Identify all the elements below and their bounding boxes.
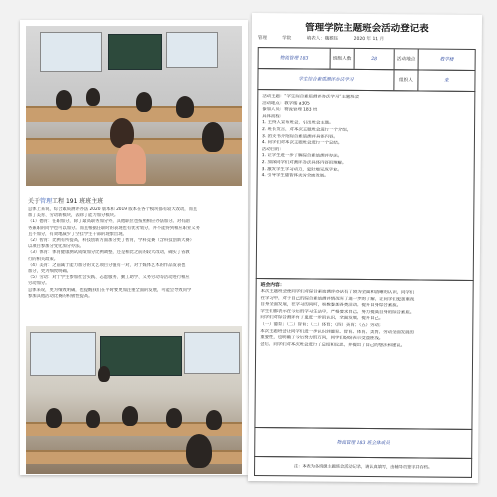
summary-line: （一）德育；（二）智育；（三）体育；（四）美育；（五）劳动； xyxy=(260,322,384,329)
student xyxy=(136,92,152,112)
student xyxy=(86,88,100,106)
meta-date: 2020 年 11 月 xyxy=(353,36,385,43)
article-title-prefix: 关于 xyxy=(28,198,41,205)
article-title-suffix: 工程 191 班班主班 xyxy=(52,198,104,205)
left-collage-card xyxy=(20,20,248,475)
article-line: （3）体育：体育健康测试成绩加分比例调整，还是相比之前的较大改动，确实了省教 xyxy=(28,250,190,256)
plan-line: 3. 激发学生学习动力，更好地完成学业。 xyxy=(261,166,342,173)
projector-screen-left xyxy=(30,332,96,376)
projector-screen-right xyxy=(166,32,218,68)
place-value-cell: 教学楼 xyxy=(439,57,454,63)
form-body-plan xyxy=(256,89,476,281)
summary-line: 会后，同学们对本次班会进行了总结和反思，并提出了自己的想法和建议。 xyxy=(260,341,406,349)
meta-filler: 填表人：魏猴钰 xyxy=(306,36,339,42)
plan-line: 3. 团支书介绍综合素质测评具体内容。 xyxy=(261,133,338,140)
summary-line: 重要性，也明确了今后努力的方向，同学们纷纷表示受益匪浅。 xyxy=(260,335,384,342)
form-header-meta xyxy=(258,35,478,43)
plan-line: 具体流程： xyxy=(262,113,285,120)
article-line: （5）劳动：对于学生参加社会实践、志愿服务、勤工助学、义务劳动等活动进行相应 xyxy=(28,275,190,281)
form-title: 管理学院主题班会活动登记表 xyxy=(305,22,429,35)
article-line: 参加其他活动比赛的积极性提高。 xyxy=(28,293,93,299)
student xyxy=(202,122,224,152)
student xyxy=(206,410,222,430)
summary-heading: 班会内容： xyxy=(260,283,285,289)
place-label-cell: 活动地点 xyxy=(395,49,419,69)
plan-line: 2. 加深同学们对测评办法具体内容的理解。 xyxy=(261,160,347,166)
article-title xyxy=(28,196,242,205)
article-line: 加分，更为细致明确。 xyxy=(28,269,71,275)
article-line: 总体来说，更为细致明确，也提醒我们在平时要更加注重全面的发展，可能会导致同学 xyxy=(28,287,192,293)
summary-line: 在学习中，对于自己的综合素质测评情况有了进一步的了解，让同学们更加重视 xyxy=(260,295,415,303)
summary-line: 同学们对综合测评有了更进一步的认识，全面发展，提升自己。 xyxy=(260,315,384,322)
summary-line: 学生们都表示在今后的学习生活中，严格要求自己，努力提高自身的综合素质。 xyxy=(260,308,415,316)
article-line: 且不加分，有效地减少了空挂学生干部的现象出现。 xyxy=(28,231,127,237)
article-line: 劳动加分。 xyxy=(28,281,50,287)
host-value-cell: 朱 xyxy=(444,78,449,84)
projector-screen-right xyxy=(184,332,240,374)
projector-screen-left xyxy=(40,32,102,72)
blackboard xyxy=(100,336,182,376)
article-line: （1）德育：任职加分，除了最高职务加分外，其他职位也按照相应办法加分。对有副 xyxy=(28,219,190,225)
article-text xyxy=(28,196,242,320)
article-lines xyxy=(28,207,242,300)
article-line: 以项目参加分变化加分办法。 xyxy=(28,244,84,250)
article-line: 总体上来说，综合素质测评办法 2020 版本和 2019 版本在各个模块都有较大改动，而且 xyxy=(28,207,198,212)
student xyxy=(86,410,100,428)
signature-cell: 物流管理 183 班全体成员 xyxy=(336,440,390,447)
footer-note: 注：本表为各班级主题班会活动记录，请认真填写，由辅导员签字并存档。 xyxy=(293,463,433,470)
count-label-cell: 班级人数 xyxy=(331,49,355,69)
host-label-cell: 组织人 xyxy=(394,70,418,90)
plan-line: 1. 让学生进一步了解综合素质测评办法。 xyxy=(261,153,343,160)
student xyxy=(122,406,138,426)
right-form-card xyxy=(248,13,482,483)
form-body-summary xyxy=(254,278,473,430)
article-line: （2）智育：比例有所提高，科技创新方面加分更了智育，学科竞赛（含科技创新大赛） xyxy=(28,238,195,244)
article-line: （4）美育：之前属于能力加分的文艺项目分值有一对，对于媒体艺术的作品发表也 xyxy=(28,262,186,268)
form-row-signature xyxy=(254,427,472,459)
summary-line: 本次主题班会让同学们进一步认识到德育、智育、体育、美育、劳动全面发展的 xyxy=(260,328,414,335)
classroom-photo-top xyxy=(26,26,242,186)
classroom-photo-bottom xyxy=(26,326,242,474)
article-line: 务兼职的同学也可以加分。而且根据任职时的表现也有优劣划分，并不能得到相应职业义务 xyxy=(28,225,200,231)
student xyxy=(166,408,182,428)
student-foreground xyxy=(186,434,212,468)
student-foreground-body xyxy=(116,144,146,184)
plan-line: 2. 班长发言，对本次主题班会进行一个介绍。 xyxy=(262,127,352,133)
plan-line: 活动主题：“学生综合素质测评办法学习”主题班会 xyxy=(262,94,360,100)
form-row-footer xyxy=(254,456,472,478)
plan-line: 4. 同学们对本次主题班会进行一个总结。 xyxy=(261,140,343,146)
teacher xyxy=(98,366,110,382)
meta-dept: 管理 xyxy=(257,36,267,42)
summary-lines xyxy=(256,289,473,350)
plan-line: 活动地点：教学楼 a305 xyxy=(262,100,310,107)
class-name-cell: 物流管理 183 xyxy=(259,48,331,69)
topic-cell: 学生综合素质测评办法学习 xyxy=(258,69,394,90)
summary-line: 本次主题班会使同学们对综合素质测评办法有了较为全面和清晰的认识，同学们 xyxy=(260,289,415,296)
article-line: 行的相关政策。 xyxy=(28,256,59,262)
student xyxy=(56,90,72,110)
meta-college: 学院 xyxy=(282,36,292,42)
student xyxy=(176,96,194,118)
count-value-cell: 28 xyxy=(355,49,395,69)
blackboard xyxy=(108,34,162,70)
plan-line: 1. 主持人宣布班会，引出班会主题。 xyxy=(262,120,334,127)
plan-line: 参加人员：物流管理 183 班 xyxy=(262,107,318,113)
article-title-link[interactable]: 管理 xyxy=(40,198,53,205)
student xyxy=(46,408,62,428)
plan-line: 4. 引导学生德智体美劳全面发展。 xyxy=(261,173,329,179)
summary-line: 自身全面发展，在学习的同时，积极参加各类活动，提升自身综合素质。 xyxy=(260,302,402,309)
plan-line: 活动目的： xyxy=(261,146,284,153)
article-line: 加了美育、劳动新模块，去除了能力加分模块。 xyxy=(28,213,119,219)
plan-lines xyxy=(258,94,475,182)
